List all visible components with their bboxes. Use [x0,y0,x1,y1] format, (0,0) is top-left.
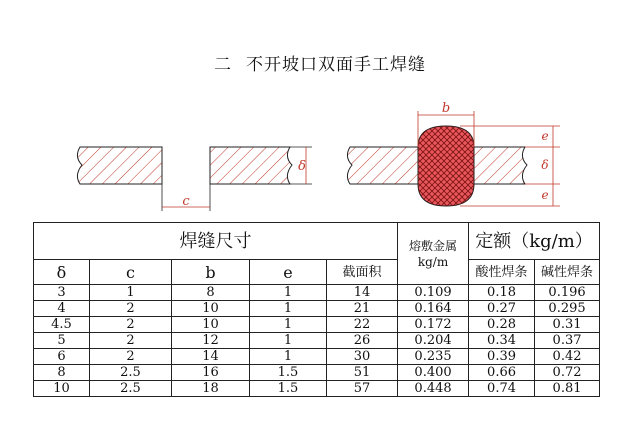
page-title [0,50,640,75]
right-plate [210,147,292,184]
table-cell: 21 [327,301,398,317]
table-cell: 10 [172,317,250,333]
table-cell: 0.31 [535,317,600,333]
table-cell: 0.42 [535,349,600,365]
weld-spec-table [33,222,600,397]
table-cell: 1 [250,285,327,301]
bead-width-label: b [441,101,451,116]
table-row [34,365,600,381]
table-cell: 2.5 [90,365,172,381]
weld-result-diagram [347,101,560,206]
top-reinforcement-label: e [541,129,549,143]
welded-thickness-label: δ [541,158,549,172]
table-cell: 0.109 [398,285,469,301]
table-cell: 0.37 [535,333,600,349]
weld-size-header: 焊缝尺寸 [34,223,398,260]
title-text: 不开坡口双面手工焊缝 [246,55,426,75]
table-cell: 0.34 [469,333,535,349]
table-cell: 14 [172,349,250,365]
table-cell: 57 [327,381,398,397]
table-cell: 0.295 [535,301,600,317]
table-cell: 1 [250,349,327,365]
table-cell: 0.27 [469,301,535,317]
table-cell: 6 [34,349,90,365]
col-header-basic-electrode: 碱性焊条 [535,260,600,285]
col-header-acid-electrode: 酸性焊条 [469,260,535,285]
table-cell: 2 [90,349,172,365]
table-cell: 0.204 [398,333,469,349]
table-cell: 22 [327,317,398,333]
groove-diagram [77,147,312,211]
table-cell: 1.5 [250,365,327,381]
deposited-metal-header: 熔敷金属 kg/m [398,223,469,285]
table-cell: 0.400 [398,365,469,381]
col-header-area: 截面积 [327,260,398,285]
title-number: 二 [214,55,232,75]
gap-label: c [182,194,190,209]
table-row [34,317,600,333]
table-cell: 5 [34,333,90,349]
table-cell: 12 [172,333,250,349]
table-cell: 0.235 [398,349,469,365]
table-cell: 0.72 [535,365,600,381]
table-row [34,349,600,365]
table-cell: 0.448 [398,381,469,397]
table-cell: 0.28 [469,317,535,333]
left-plate [77,147,162,184]
quota-header: 定额（kg/m） [469,223,600,260]
table-cell: 0.164 [398,301,469,317]
col-header-e: e [250,260,327,285]
table-cell: 0.39 [469,349,535,365]
table-cell: 1 [250,301,327,317]
table-cell: 18 [172,381,250,397]
table-row [34,301,600,317]
table-cell: 10 [172,301,250,317]
table-cell: 4 [34,301,90,317]
table-cell: 26 [327,333,398,349]
table-cell: 0.66 [469,365,535,381]
table-cell: 4.5 [34,317,90,333]
table-cell: 30 [327,349,398,365]
table-cell: 1 [90,285,172,301]
table-cell: 2 [90,333,172,349]
bottom-reinforcement-label: e [541,188,549,202]
table-cell: 16 [172,365,250,381]
table-cell: 2.5 [90,381,172,397]
col-header-delta: δ [34,260,90,285]
col-header-b: b [172,260,250,285]
table-cell: 14 [327,285,398,301]
table-cell: 10 [34,381,90,397]
left-welded-plate [347,147,425,184]
table-cell: 0.172 [398,317,469,333]
table-row [34,381,600,397]
table-cell: 2 [90,301,172,317]
right-welded-plate [468,147,527,184]
weld-diagrams [0,95,640,221]
table-cell: 8 [34,365,90,381]
table-cell: 0.196 [535,285,600,301]
table-cell: 1 [250,333,327,349]
table-cell: 3 [34,285,90,301]
thickness-label: δ [298,159,306,174]
table-cell: 1 [250,317,327,333]
table-cell: 51 [327,365,398,381]
table-cell: 8 [172,285,250,301]
table-cell: 0.74 [469,381,535,397]
table-row [34,333,600,349]
table-cell: 0.81 [535,381,600,397]
table-row [34,285,600,301]
table-cell: 1.5 [250,381,327,397]
table-cell: 0.18 [469,285,535,301]
table-cell: 2 [90,317,172,333]
col-header-c: c [90,260,172,285]
